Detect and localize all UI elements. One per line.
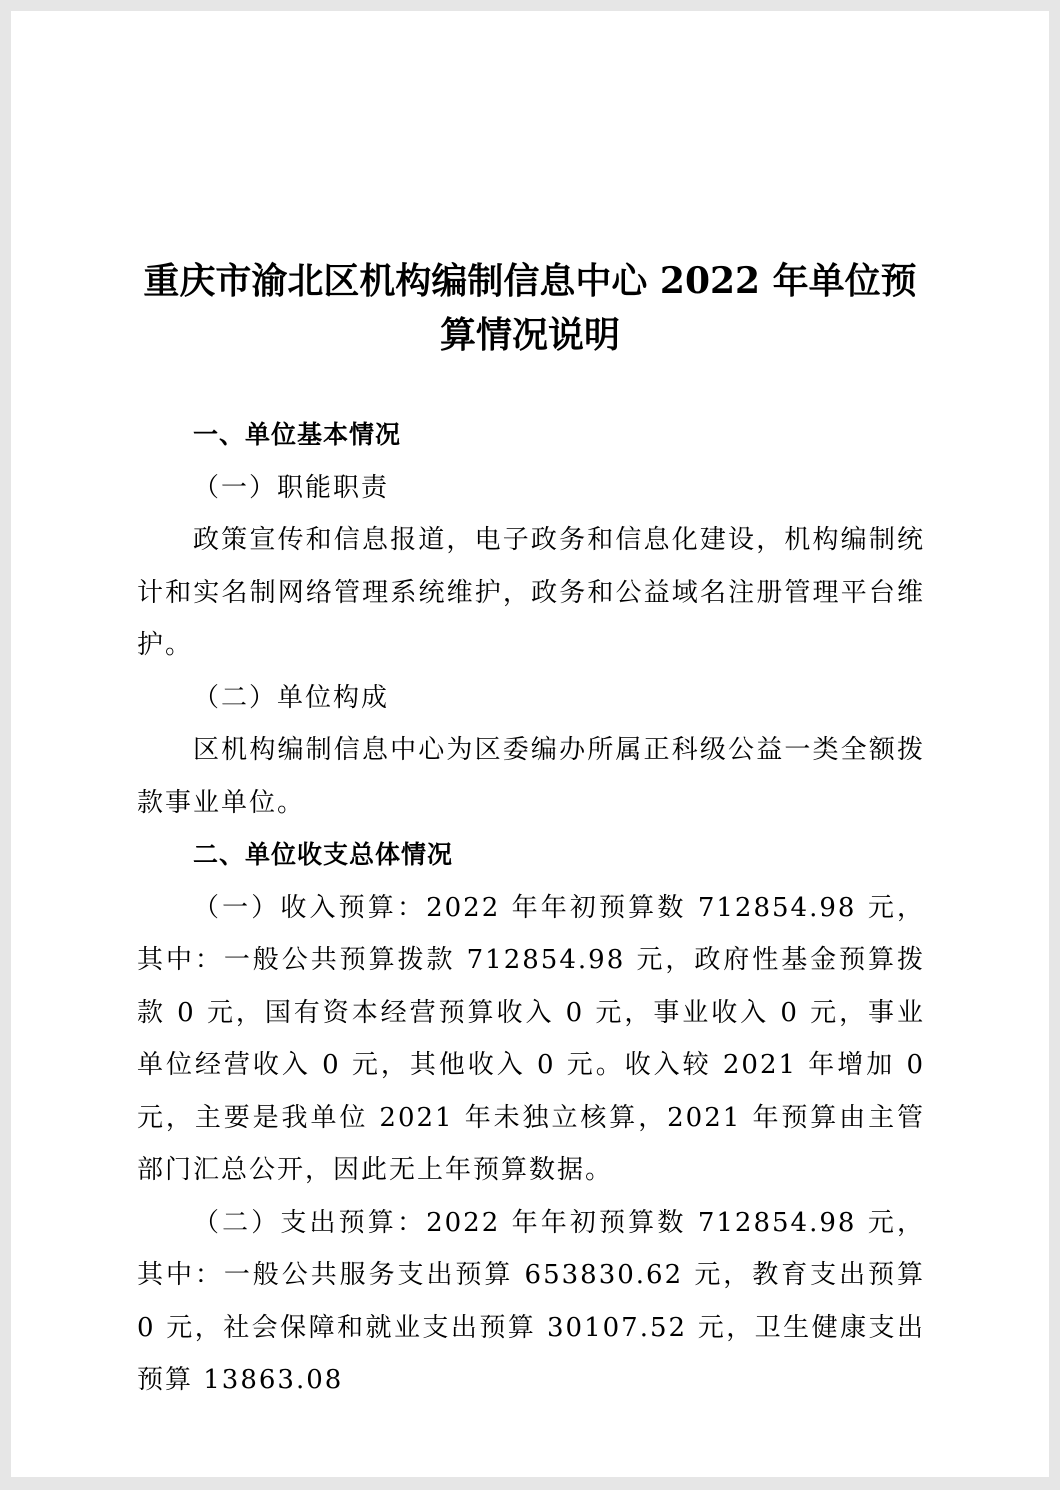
title-line-2: 算情况说明 — [439, 314, 620, 356]
title-line-1: 重庆市渝北区机构编制信息中心 2022 年单位预 — [143, 260, 917, 302]
subheading-functions: （一）职能职责 — [193, 472, 390, 503]
paragraph-composition: 区机构编制信息中心为区委编办所属正科级公益一类全额拨款事业单位。 — [137, 735, 925, 818]
section-heading-basic-info: 一、单位基本情况 — [193, 420, 402, 449]
paragraph-expenditure-budget: （二）支出预算：2022 年年初预算数 712854.98 元，其中：一般公共服务支出预算 653830.62 元，教育支出预算 0 元，社会保障和就业支出预算 30107.52 元，卫生健康支出预算 13863.08 — [137, 1207, 925, 1395]
section-heading-budget-overview: 二、单位收支总体情况 — [193, 840, 454, 869]
document-title — [11, 254, 1049, 362]
paragraph-functions: 政策宣传和信息报道，电子政务和信息化建设，机构编制统计和实名制网络管理系统维护，政务和公益域名注册管理平台维护。 — [137, 525, 925, 660]
subheading-composition: （二）单位构成 — [193, 682, 390, 713]
document-body — [137, 409, 925, 1407]
paragraph-income-budget: （一）收入预算：2022 年年初预算数 712854.98 元，其中：一般公共预算拨款 712854.98 元，政府性基金预算拨款 0 元，国有资本经营预算收入 0 元，事业收入 0 元，事业单位经营收入 0 元，其他收入 0 元。收入较 2021 年增加 0 元，主要是我单位 2021 年未独立核算，2021 年预算由主管部门汇总公开，因此无上年预算数据。 — [137, 892, 925, 1185]
document-page — [11, 11, 1049, 1477]
